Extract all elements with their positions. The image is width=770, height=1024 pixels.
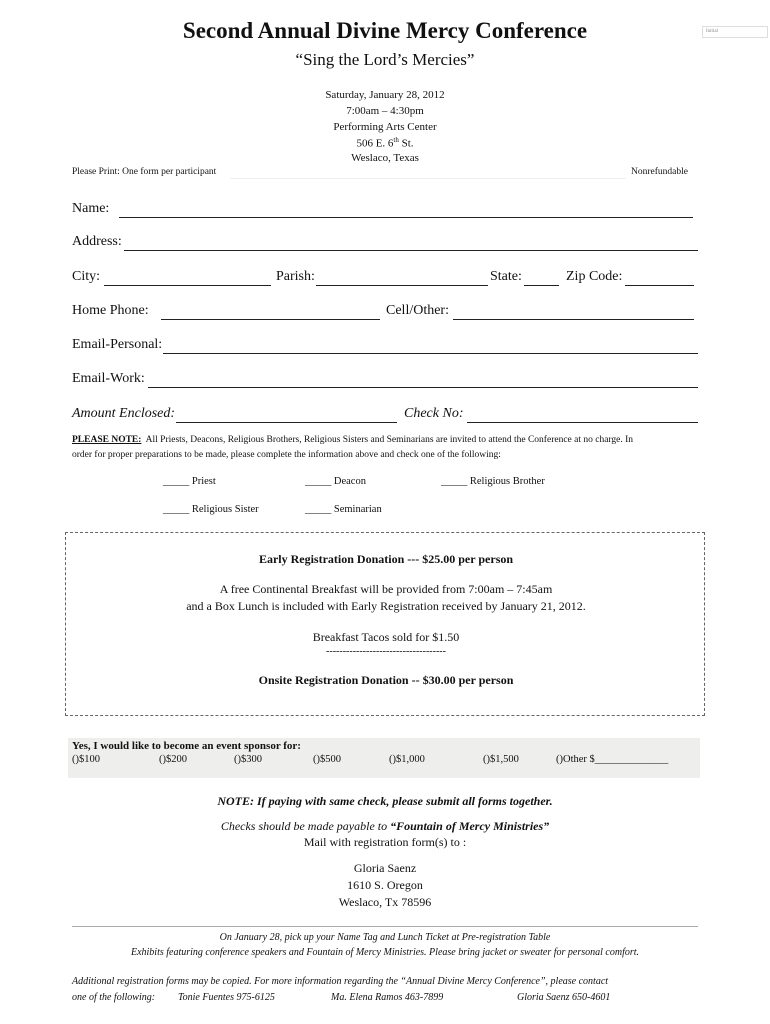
priest-option[interactable]: _____ Priest <box>163 476 216 487</box>
email-personal-field[interactable] <box>163 353 698 354</box>
event-time: 7:00am – 4:30pm <box>346 105 424 117</box>
mail-with: Mail with registration form(s) to : <box>303 835 467 849</box>
email-personal-label: Email-Personal: <box>72 337 163 352</box>
contact-tonie: Tonie Fuentes 975-6125 <box>178 992 275 1003</box>
footer-line2: Exhibits featuring conference speakers and Fountain of Mercy Ministries. Please bring jacket or sweater for personal comfort. <box>130 947 640 958</box>
email-work-field[interactable] <box>148 387 698 388</box>
sponsor-100[interactable]: ()$100 <box>72 754 100 765</box>
address-row <box>72 234 698 254</box>
email-work-row <box>72 371 698 391</box>
payable-line: Checks should be made payable to “Fountain of Mercy Ministries” <box>220 819 550 833</box>
sponsor-1000[interactable]: ()$1,000 <box>389 754 425 765</box>
subtitle: “Sing the Lord’s Mercies” <box>295 50 475 69</box>
sponsor-1500[interactable]: ()$1,500 <box>483 754 519 765</box>
please-note-label: PLEASE NOTE: <box>72 435 142 445</box>
registration-box <box>65 532 705 716</box>
address-field[interactable] <box>124 250 698 251</box>
city-row <box>72 269 698 289</box>
check-no-field[interactable] <box>467 422 698 423</box>
sponsor-section <box>68 738 700 778</box>
payment-row <box>72 406 698 426</box>
early-registration: Early Registration Donation --- $25.00 per person <box>258 552 514 566</box>
name-row <box>72 201 698 221</box>
name-label: Name: <box>72 201 110 216</box>
deacon-option[interactable]: _____ Deacon <box>305 476 366 487</box>
box-divider: ------------------------------------ <box>326 646 446 657</box>
sponsor-500[interactable]: ()$500 <box>313 754 341 765</box>
page-title: Second Annual Divine Mercy Conference <box>182 18 588 43</box>
event-venue: Performing Arts Center <box>333 121 437 133</box>
initial-label: Initial <box>706 29 718 34</box>
seminarian-option[interactable]: _____ Seminarian <box>305 504 382 515</box>
same-check-note: NOTE: If paying with same check, please submit all forms together. <box>217 794 553 808</box>
phone-row <box>72 303 698 323</box>
onsite-registration: Onsite Registration Donation -- $30.00 per person <box>258 673 514 687</box>
nonrefundable-note: Nonrefundable <box>631 167 688 177</box>
event-city: Weslaco, Texas <box>351 152 419 164</box>
please-note-line1: All Priests, Deacons, Religious Brothers, Religious Sisters and Seminarians are invited to attend the Conference at no charge. In <box>145 435 634 445</box>
tacos-line: Breakfast Tacos sold for $1.50 <box>312 630 460 644</box>
contact-prefix: one of the following: <box>72 992 156 1003</box>
address-label: Address: <box>72 234 122 249</box>
city-field[interactable] <box>104 285 271 286</box>
event-date: Saturday, January 28, 2012 <box>325 89 445 101</box>
mail-city: Weslaco, Tx 78596 <box>338 895 432 909</box>
sponsor-other[interactable]: ()Other $______________ <box>556 754 669 765</box>
home-phone-label: Home Phone: <box>72 303 149 318</box>
print-note: Please Print: One form per participant <box>72 167 217 177</box>
please-note <box>72 433 698 463</box>
state-field[interactable] <box>524 285 559 286</box>
please-note-line2: order for proper preparations to be made, please complete the information above and check one of the following: <box>72 450 501 460</box>
mail-name: Gloria Saenz <box>353 861 417 875</box>
email-work-label: Email-Work: <box>72 371 145 386</box>
sponsor-300[interactable]: ()$300 <box>234 754 262 765</box>
sponsor-heading: Yes, I would like to become an event sponsor for: <box>72 740 301 752</box>
check-no-label: Check No: <box>404 406 464 421</box>
zip-field[interactable] <box>625 285 694 286</box>
state-label: State: <box>490 269 522 284</box>
city-label: City: <box>72 269 101 284</box>
contact-line1: Additional registration forms may be copied. For more information regarding the “Annual Divine Mercy Conference”, please contact <box>72 976 609 987</box>
event-address: 506 E. 6th St. <box>356 136 414 150</box>
breakfast-line2: and a Box Lunch is included with Early Registration received by January 21, 2012. <box>186 599 586 613</box>
breakfast-line1: A free Continental Breakfast will be provided from 7:00am – 7:45am <box>219 582 553 596</box>
parish-field[interactable] <box>316 285 488 286</box>
religious-brother-option[interactable]: _____ Religious Brother <box>441 476 545 487</box>
cell-label: Cell/Other: <box>386 303 449 318</box>
initial-box[interactable] <box>702 26 768 38</box>
parish-label: Parish: <box>276 269 315 284</box>
religious-sister-option[interactable]: _____ Religious Sister <box>163 504 259 515</box>
sponsor-200[interactable]: ()$200 <box>159 754 187 765</box>
amount-label: Amount Enclosed: <box>72 406 176 421</box>
home-phone-field[interactable] <box>161 319 380 320</box>
header-divider <box>230 178 626 179</box>
email-personal-row <box>72 337 698 357</box>
footer-line1: On January 28, pick up your Name Tag and Lunch Ticket at Pre-registration Table <box>219 932 551 943</box>
footer-divider <box>72 926 698 927</box>
mail-street: 1610 S. Oregon <box>347 878 423 892</box>
zip-label: Zip Code: <box>566 269 623 284</box>
name-field[interactable] <box>119 217 693 218</box>
contact-gloria: Gloria Saenz 650-4601 <box>517 992 611 1003</box>
amount-field[interactable] <box>176 422 397 423</box>
contact-elena: Ma. Elena Ramos 463-7899 <box>331 992 444 1003</box>
cell-field[interactable] <box>453 319 694 320</box>
